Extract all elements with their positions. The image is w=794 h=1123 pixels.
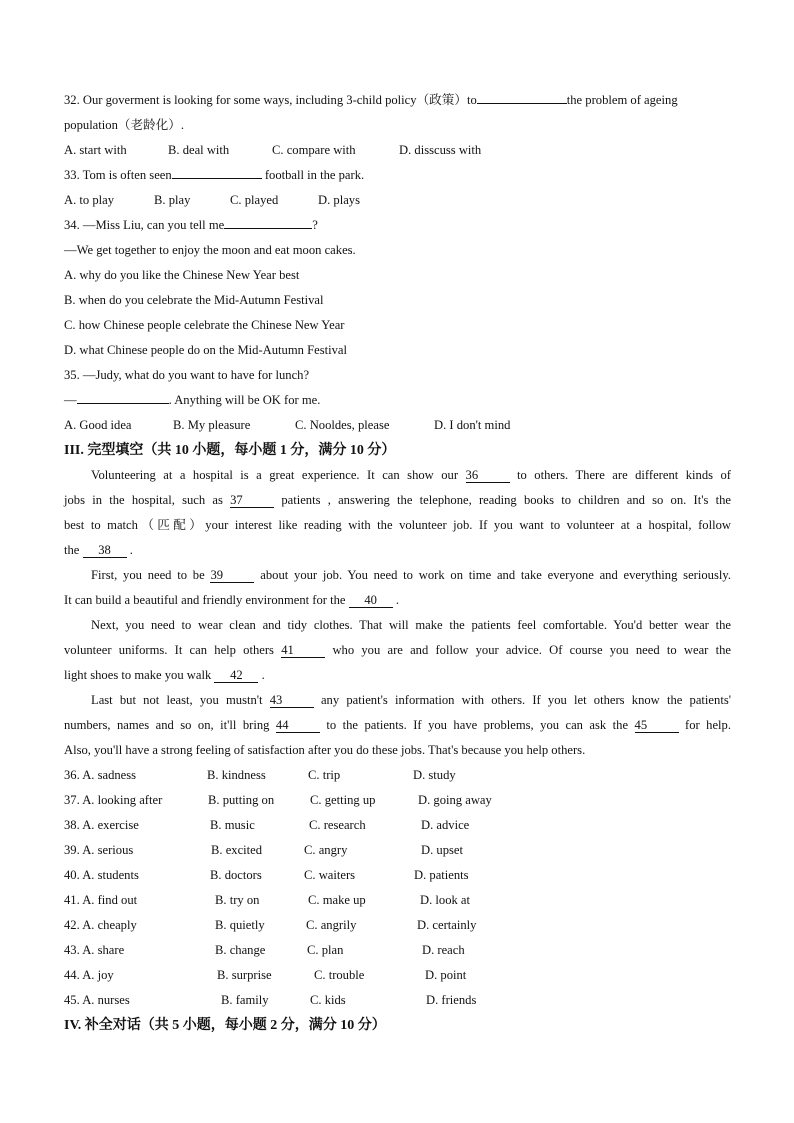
options-row-37 <box>64 789 731 814</box>
option-c: C. trouble <box>314 968 365 982</box>
option-c: C. research <box>309 818 366 832</box>
answer-blank <box>224 214 312 229</box>
option-a: A. Good idea <box>64 418 132 432</box>
options-row-44 <box>64 964 731 989</box>
blank-36: 36 <box>466 468 510 483</box>
option-c: C. plan <box>307 943 344 957</box>
blank-44: 44 <box>276 718 320 733</box>
passage-text: to others. There are different kinds of <box>517 468 732 482</box>
passage-text: . <box>395 593 399 607</box>
option-b: B. quietly <box>215 918 265 932</box>
blank-43: 43 <box>270 693 314 708</box>
option-c: C. angry <box>304 843 348 857</box>
passage-text: It can build a beautiful and friendly environment for the <box>64 593 346 607</box>
question-33-stem <box>64 164 731 189</box>
options-row-40 <box>64 864 731 889</box>
option-d: D. point <box>425 968 467 982</box>
passage-line <box>64 589 731 614</box>
question-34-option-d <box>64 339 731 364</box>
option-d: D. disscuss with <box>399 143 482 157</box>
options-row-43 <box>64 939 731 964</box>
option-b: B. try on <box>215 893 260 907</box>
question-35-reply <box>64 389 731 414</box>
exam-page <box>64 89 731 1039</box>
passage-text: . <box>129 543 133 557</box>
passage-line <box>64 614 731 639</box>
option-c: C. waiters <box>304 868 356 882</box>
passage-line <box>64 564 731 589</box>
option-a: 38. A. exercise <box>64 818 139 832</box>
dialogue-line: —We get together to enjoy the moon and eat moon cakes. <box>64 243 356 257</box>
option-a: A. to play <box>64 193 115 207</box>
question-34-answer <box>64 239 731 264</box>
question-32-options <box>64 139 731 164</box>
option-c: C. trip <box>308 768 341 782</box>
passage-text: patients , answering the telephone, reading books to children and so on. It's the <box>281 493 731 507</box>
passage-line <box>64 639 731 664</box>
option-c: C. played <box>230 193 279 207</box>
blank-38: 38 <box>83 543 127 558</box>
question-text: the problem of ageing <box>566 93 678 107</box>
question-34-stem <box>64 214 731 239</box>
option-d: D. going away <box>418 793 492 807</box>
blank-37: 37 <box>230 493 274 508</box>
option-d: D. certainly <box>417 918 477 932</box>
passage-text: Last but not least, you mustn't <box>91 693 263 707</box>
answer-blank <box>172 164 262 179</box>
option-d: D. advice <box>421 818 470 832</box>
passage-line <box>64 464 731 489</box>
option-c: C. angrily <box>306 918 357 932</box>
question-34-option-c <box>64 314 731 339</box>
blank-42: 42 <box>214 668 258 683</box>
option-b: B. My pleasure <box>173 418 251 432</box>
option-c: C. Nooldes, please <box>295 418 390 432</box>
option-a: 36. A. sadness <box>64 768 137 782</box>
blank-39: 39 <box>210 568 254 583</box>
passage-line <box>64 714 731 739</box>
question-text: 34. —Miss Liu, can you tell me <box>64 218 225 232</box>
passage-text: best to match（匹配）your interest like reading with the volunteer job. If you want to volunteer at a hospital, follow <box>64 518 731 532</box>
options-row-38 <box>64 814 731 839</box>
blank-41: 41 <box>281 643 325 658</box>
option-d: D. study <box>413 768 456 782</box>
option-b: B. putting on <box>208 793 275 807</box>
answer-blank <box>477 89 567 104</box>
answer-blank <box>77 389 169 404</box>
option-b: B. change <box>215 943 266 957</box>
option-a: 40. A. students <box>64 868 139 882</box>
question-32-stem <box>64 89 731 114</box>
option-a: 42. A. cheaply <box>64 918 137 932</box>
option-b: B. doctors <box>210 868 262 882</box>
options-row-41 <box>64 889 731 914</box>
question-35-stem <box>64 364 731 389</box>
question-34-option-a <box>64 264 731 289</box>
passage-text: light shoes to make you walk <box>64 668 212 682</box>
options-row-36 <box>64 764 731 789</box>
option-b: B. kindness <box>207 768 266 782</box>
question-text: 32. Our goverment is looking for some ways, including 3-child policy（政策）to <box>64 93 477 107</box>
passage-text: jobs in the hospital, such as <box>64 493 223 507</box>
option-d: D. what Chinese people do on the Mid-Autumn Festival <box>64 343 347 357</box>
passage-line <box>64 514 731 539</box>
passage-text: Next, you need to wear clean and tidy clothes. That will make the patients feel comfortable. You'd better wear the <box>91 618 731 632</box>
option-c: C. getting up <box>310 793 376 807</box>
option-c: C. how Chinese people celebrate the Chinese New Year <box>64 318 345 332</box>
question-34-option-b <box>64 289 731 314</box>
question-33-options <box>64 189 731 214</box>
option-d: D. look at <box>420 893 471 907</box>
section-4-title: IV. 补全对话（共 5 小题，每小题 2 分，满分 10 分） <box>64 1018 386 1033</box>
option-a: 45. A. nurses <box>64 993 130 1007</box>
options-row-42 <box>64 914 731 939</box>
option-c: C. kids <box>310 993 346 1007</box>
option-a: A. why do you like the Chinese New Year best <box>64 268 300 282</box>
question-35-options <box>64 414 731 439</box>
option-b: B. music <box>210 818 255 832</box>
dialogue-dash: — <box>64 393 77 407</box>
passage-line <box>64 489 731 514</box>
option-b: B. deal with <box>168 143 230 157</box>
question-32-stem-cont <box>64 114 731 139</box>
passage-text: to the patients. If you have problems, you can ask the <box>326 718 629 732</box>
passage-text: First, you need to be <box>91 568 205 582</box>
question-text: 33. Tom is often seen <box>64 168 172 182</box>
passage-line <box>64 689 731 714</box>
question-text: 35. —Judy, what do you want to have for lunch? <box>64 368 310 382</box>
question-text: football in the park. <box>264 168 365 182</box>
blank-45: 45 <box>635 718 679 733</box>
option-b: B. surprise <box>217 968 272 982</box>
passage-text: who you are and follow your advice. Of course you need to wear the <box>332 643 731 657</box>
option-a: 39. A. serious <box>64 843 134 857</box>
passage-text: . <box>261 668 265 682</box>
passage-text: Also, you'll have a strong feeling of satisfaction after you do these jobs. That's because you help others. <box>64 743 586 757</box>
option-a: A. start with <box>64 143 127 157</box>
options-row-45 <box>64 989 731 1014</box>
passage-text: volunteer uniforms. It can help others <box>64 643 274 657</box>
option-a: 44. A. joy <box>64 968 114 982</box>
option-d: D. reach <box>422 943 465 957</box>
option-c: C. make up <box>308 893 366 907</box>
passage-line <box>64 739 731 764</box>
blank-40: 40 <box>349 593 393 608</box>
passage-line <box>64 664 731 689</box>
option-a: 43. A. share <box>64 943 125 957</box>
passage-text: for help. <box>685 718 731 732</box>
passage-line <box>64 539 731 564</box>
option-a: 37. A. looking after <box>64 793 163 807</box>
option-a: 41. A. find out <box>64 893 138 907</box>
passage-text: Volunteering at a hospital is a great experience. It can show our <box>91 468 459 482</box>
option-b: B. family <box>221 993 269 1007</box>
option-d: D. I don't mind <box>434 418 511 432</box>
passage-text: about your job. You need to work on time and take everyone and everything seriously. <box>260 568 731 582</box>
options-row-39 <box>64 839 731 864</box>
option-d: D. friends <box>426 993 477 1007</box>
dialogue-line: . Anything will be OK for me. <box>168 393 321 407</box>
passage-text: the <box>64 543 80 557</box>
question-text: ? <box>312 218 318 232</box>
option-d: D. upset <box>421 843 463 857</box>
option-d: D. plays <box>318 193 360 207</box>
passage-text: numbers, names and so on, it'll bring <box>64 718 270 732</box>
passage-text: any patient's information with others. If you let others know the patients' <box>320 693 731 707</box>
option-b: B. when do you celebrate the Mid-Autumn Festival <box>64 293 324 307</box>
option-b: B. excited <box>211 843 263 857</box>
option-d: D. patients <box>414 868 469 882</box>
section-3-title: III. 完型填空（共 10 小题，每小题 1 分，满分 10 分） <box>64 443 396 458</box>
option-b: B. play <box>154 193 191 207</box>
option-c: C. compare with <box>272 143 356 157</box>
question-text: population（老龄化）. <box>64 118 184 132</box>
